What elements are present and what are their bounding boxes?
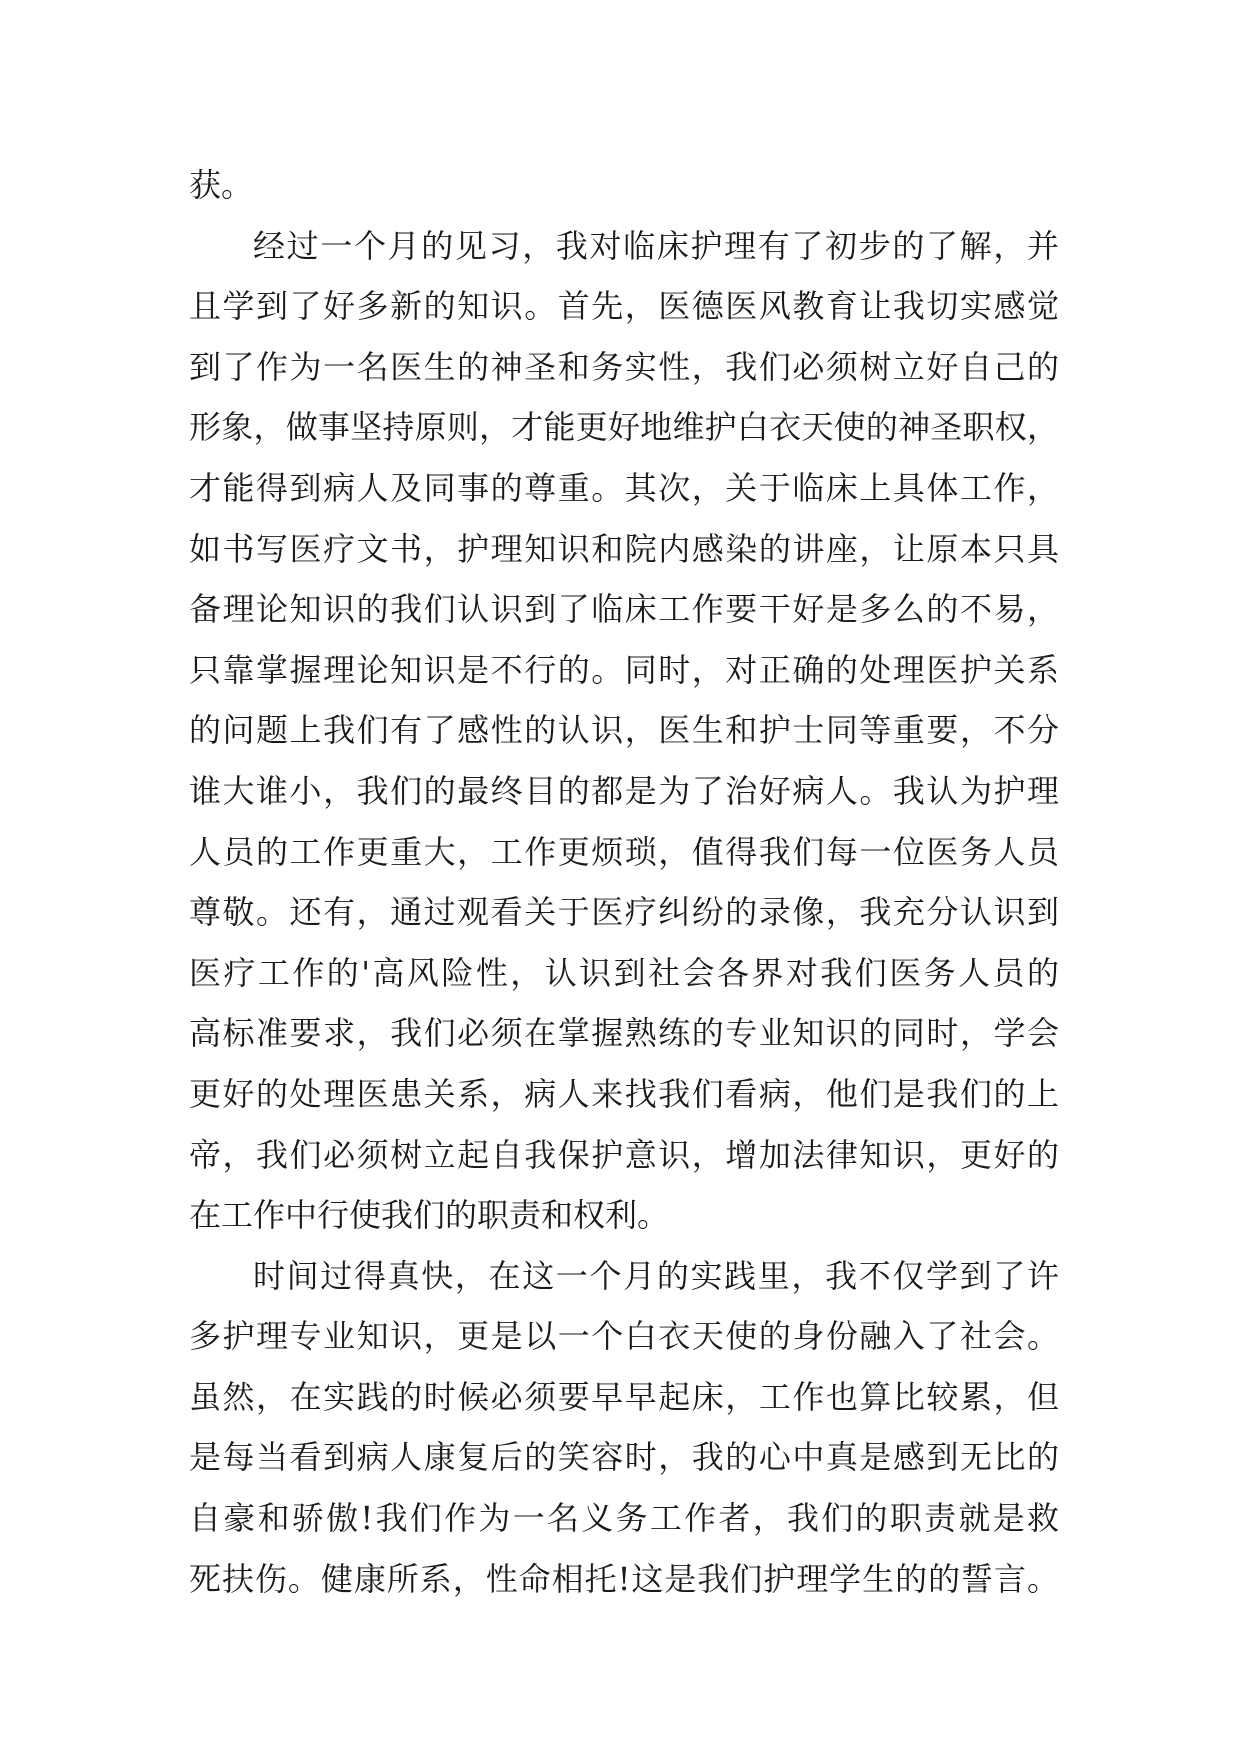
text-line: 只靠掌握理论知识是不行的。同时，对正确的处理医护关系 — [189, 650, 1059, 689]
document-body — [189, 155, 1059, 1609]
text-line: 虽然，在实践的时候必须要早早起床，工作也算比较累，但 — [189, 1377, 1059, 1416]
text-line: 死扶伤。健康所系，性命相托!这是我们护理学生的的誓言。 — [189, 1559, 1059, 1598]
text-line: 自豪和骄傲!我们作为一名义务工作者，我们的职责就是救 — [189, 1499, 1059, 1538]
text-line: 如书写医疗文书，护理知识和院内感染的讲座，让原本只具 — [189, 529, 1059, 568]
text-line: 多护理专业知识，更是以一个白衣天使的身份融入了社会。 — [189, 1317, 1059, 1356]
text-line: 是每当看到病人康复后的笑容时，我的心中真是感到无比的 — [189, 1438, 1059, 1477]
paragraph — [189, 155, 1059, 216]
text-line: 且学到了好多新的知识。首先，医德医风教育让我切实感觉 — [189, 287, 1059, 326]
text-line: 更好的处理医患关系，病人来找我们看病，他们是我们的上 — [189, 1074, 1059, 1113]
text-line: 才能得到病人及同事的尊重。其次，关于临床上具体工作， — [189, 468, 1059, 507]
text-line: 高标准要求，我们必须在掌握熟练的专业知识的同时，学会 — [189, 1014, 1059, 1053]
text-line: 谁大谁小，我们的最终目的都是为了治好病人。我认为护理 — [189, 771, 1059, 810]
text-line: 尊敬。还有，通过观看关于医疗纠纷的录像，我充分认识到 — [189, 893, 1059, 932]
text-line: 获。 — [189, 166, 254, 204]
paragraph — [189, 1246, 1059, 1610]
text-line: 备理论知识的我们认识到了临床工作要干好是多么的不易， — [189, 590, 1059, 629]
text-line: 人员的工作更重大，工作更烦琐，值得我们每一位医务人员 — [189, 832, 1059, 871]
text-line: 医疗工作的'高风险性，认识到社会各界对我们医务人员的 — [189, 953, 1059, 992]
text-line: 时间过得真快，在这一个月的实践里，我不仅学到了许 — [253, 1256, 1059, 1295]
text-line: 形象，做事坚持原则，才能更好地维护白衣天使的神圣职权， — [189, 408, 1059, 447]
text-line: 到了作为一名医生的神圣和务实性，我们必须树立好自己的 — [189, 347, 1059, 386]
text-line: 帝，我们必须树立起自我保护意识，增加法律知识，更好的 — [189, 1135, 1059, 1174]
text-line: 在工作中行使我们的职责和权利。 — [189, 1196, 670, 1235]
text-line: 经过一个月的见习，我对临床护理有了初步的了解，并 — [253, 226, 1059, 265]
paragraph — [189, 216, 1059, 1246]
text-line: 的问题上我们有了感性的认识，医生和护士同等重要，不分 — [189, 711, 1059, 750]
